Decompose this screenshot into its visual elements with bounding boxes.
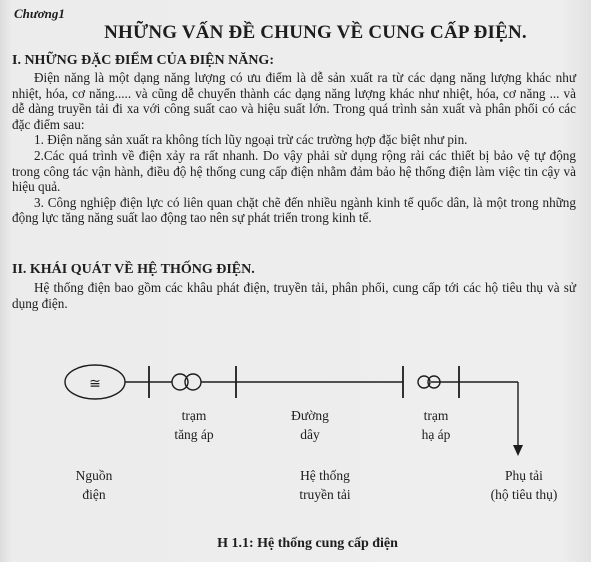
- section-1-item-2: 2.Các quá trình về điện xảy ra rất nhanh. Do vậy phải sử dụng rộng rải các thiết bị bảo vệ tự động trong công tác vận hành, điều độ hệ thống cung cấp điện nhằm đảm bảo hệ thống điện làm việc tin cậy và hiệu quả.: [12, 147, 576, 195]
- section-1-heading: I. NHỮNG ĐẶC ĐIỂM CỦA ĐIỆN NĂNG:: [12, 53, 274, 68]
- generator-symbol-text: ≅: [89, 376, 101, 392]
- transmission-label: Hệ thống truyền tải: [299, 468, 351, 502]
- step-up-label: trạm tăng áp: [174, 408, 214, 442]
- load-arrow: [513, 445, 523, 456]
- section-2-heading: II. KHÁI QUÁT VỀ HỆ THỐNG ĐIỆN.: [12, 262, 255, 277]
- section-1-intro: Điện năng là một dạng năng lượng có ưu điểm là dễ sản xuất ra từ các dạng năng lượng khác như nhiệt, hóa, cơ năng..... và cũng dễ chuyển thành các dạng năng lượng khác như nhiệt, hóa, cơ năng ... và dễ dàng truyền tải đi xa với công suất cao và hiệu suất lớn. Trong quá trình sản xuất và phân phối có các đặc điểm sau:: [12, 70, 576, 132]
- section-1-item-3: 3. Công nghiệp điện lực có liên quan chặt chẽ đến nhiều ngành kinh tế quốc dân, là một trong những động lực tăng năng suất lao động tao nên sự phát triển trong kinh tế.: [12, 194, 576, 226]
- figure-caption: H 1.1: Hệ thống cung cấp điện: [217, 536, 398, 551]
- step-down-label: trạm hạ áp: [421, 408, 451, 442]
- chapter-label: Chương1: [14, 6, 65, 21]
- line-label: Đường dây: [291, 408, 329, 442]
- load-label: Phụ tải (hộ tiêu thụ): [490, 468, 558, 502]
- chapter-title: NHỮNG VẤN ĐỀ CHUNG VỀ CUNG CẤP ĐIỆN.: [104, 22, 527, 43]
- source-label: Nguồn điện: [75, 468, 113, 502]
- section-2-intro: Hệ thống điện bao gồm các khâu phát điện, truyền tải, phân phối, cung cấp tới các hộ tiêu thụ và sử dụng điện.: [12, 280, 576, 311]
- section-1-item-1: 1. Điện năng sản xuất ra không tích lũy ngoại trừ các trường hợp đặc biệt như pin.: [34, 132, 468, 148]
